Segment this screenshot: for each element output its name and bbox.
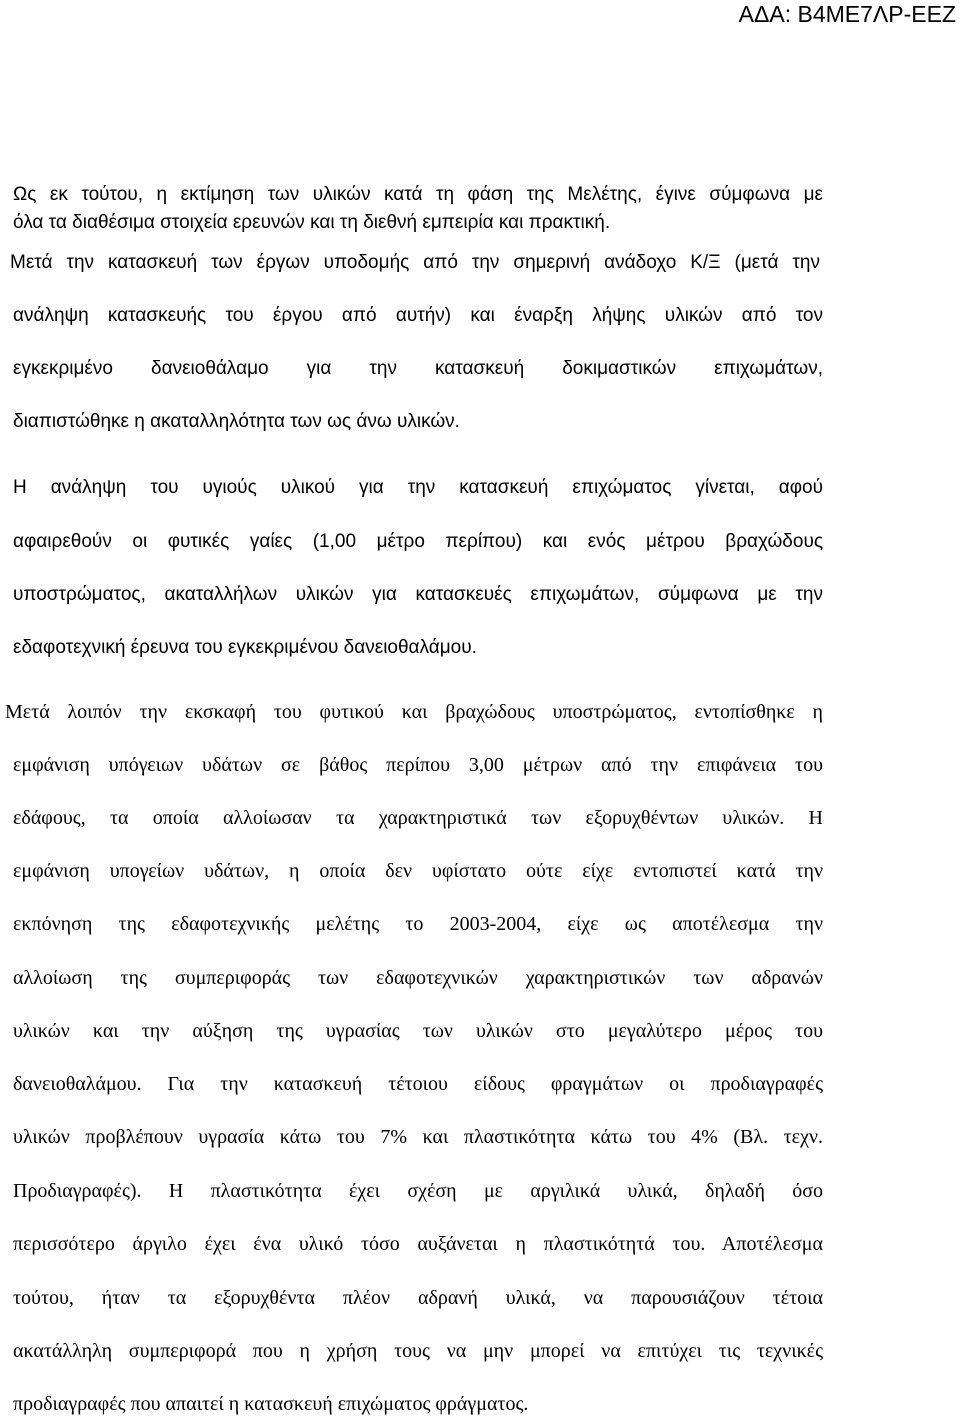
text-line: ανάληψη κατασκευής του έργου από αυτήν) και έναρξη λήψης υλικών από τον [13,305,823,326]
text-line: διαπιστώθηκε η ακαταλληλότητα των ως άνω υλικών. [13,411,460,432]
text-line: αλλοίωση της συμπεριφοράς των εδαφοτεχνικών χαρακτηριστικών των αδρανών [13,967,823,989]
text-line: εδαφοτεχνική έρευνα του εγκεκριμένου δανειοθαλάμου. [13,637,477,658]
ada-code: ΑΔΑ: Β4ΜΕ7ΛΡ-ΕΕΖ [738,1,956,27]
text-line: ακατάλληλη συμπεριφορά που η χρήση τους να μην μπορεί να επιτύχει τις τεχνικές [13,1340,823,1362]
text-line: υλικών προβλέπουν υγρασία κάτω του 7% και πλαστικότητα κάτω του 4% (Βλ. τεχν. [13,1126,823,1148]
text-line: Η ανάληψη του υγιούς υλικού για την κατασκευή επιχώματος γίνεται, αφού [13,477,823,498]
text-line: αφαιρεθούν οι φυτικές γαίες (1,00 μέτρο περίπου) και ενός μέτρου βραχώδους [13,531,823,552]
text-line: προδιαγραφές που απαιτεί η κατασκευή επιχώματος φράγματος. [13,1393,529,1415]
text-line: εκπόνηση της εδαφοτεχνικής μελέτης το 2003-2004, είχε ως αποτέλεσμα την [13,913,823,935]
text-line: Προδιαγραφές). Η πλαστικότητα έχει σχέση με αργιλικά υλικά, δηλαδή όσο [13,1180,823,1202]
text-line: Μετά λοιπόν την εκσκαφή του φυτικού και βραχώδους υποστρώματος, εντοπίσθηκε η [5,701,823,723]
text-line: εγκεκριμένο δανειοθάλαμο για την κατασκευή δοκιμαστικών επιχωμάτων, [13,358,823,379]
text-line: εμφάνιση υπόγειων υδάτων σε βάθος περίπου 3,00 μέτρων από την επιφάνεια του [13,754,823,776]
text-line: όλα τα διαθέσιμα στοιχεία ερευνών και τη διεθνή εμπειρία και πρακτική. [13,212,611,233]
text-line: δανειοθαλάμου. Για την κατασκευή τέτοιου είδους φραγμάτων οι προδιαγραφές [13,1073,823,1095]
text-line: Μετά την κατασκευή των έργων υποδομής από την σημερινή ανάδοχο Κ/Ξ (μετά την [10,252,820,273]
text-line: εμφάνιση υπογείων υδάτων, η οποία δεν υφίστατο ούτε είχε εντοπιστεί κατά την [13,860,823,882]
text-line: τούτου, ήταν τα εξορυχθέντα πλέον αδρανή υλικά, να παρουσιάζουν τέτοια [13,1287,823,1309]
text-line: υποστρώματος, ακαταλλήλων υλικών για κατασκευές επιχωμάτων, σύμφωνα με την [13,584,823,605]
text-line: υλικών και την αύξηση της υγρασίας των υλικών στο μεγαλύτερο μέρος του [13,1020,823,1042]
text-line: περισσότερο άργιλο έχει ένα υλικό τόσο αυξάνεται η πλαστικότητά του. Αποτέλεσμα [13,1233,823,1255]
text-line: Ως εκ τούτου, η εκτίμηση των υλικών κατά τη φάση της Μελέτης, έγινε σύμφωνα με [13,184,823,205]
text-line: εδάφους, τα οποία αλλοίωσαν τα χαρακτηριστικά των εξορυχθέντων υλικών. Η [13,807,823,829]
